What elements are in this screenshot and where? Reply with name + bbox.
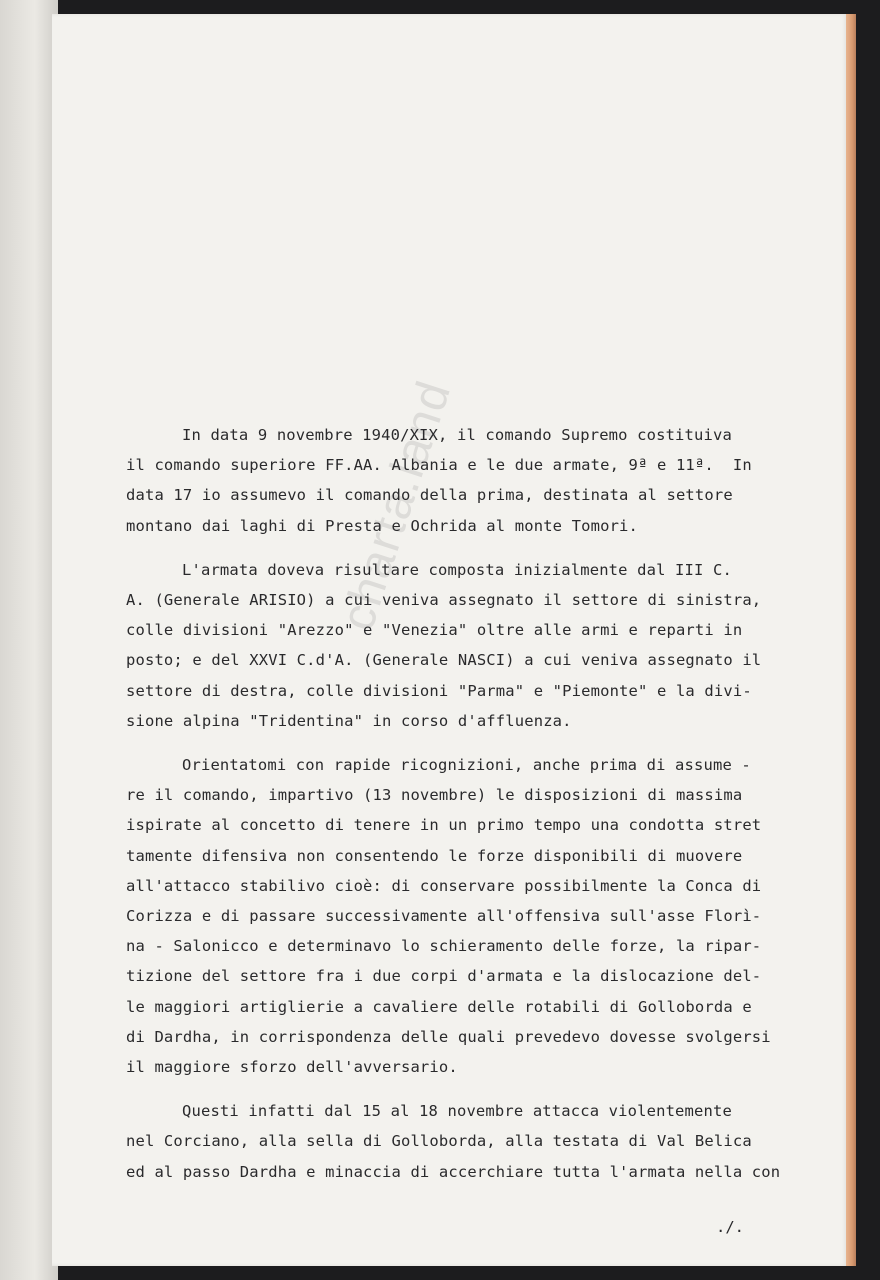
text-line: di Dardha, in corrispondenza delle quali prevedevo dovesse svolgersi xyxy=(126,1027,771,1046)
text-line: all'attacco stabilivo cioè: di conservare possibilmente la Conca di xyxy=(126,876,762,895)
paragraph xyxy=(126,1096,786,1187)
page-stack-edge xyxy=(846,14,856,1266)
text-line: il comando superiore FF.AA. Albania e le due armate, 9ª e 11ª. In xyxy=(126,456,752,475)
previous-page-edge xyxy=(0,0,58,1280)
paragraph xyxy=(126,555,786,736)
text-line: data 17 io assumevo il comando della prima, destinata al settore xyxy=(126,486,733,505)
text-line: colle divisioni "Arezzo" e "Venezia" oltre alle armi e reparti in xyxy=(126,621,743,640)
text-line: re il comando, impartivo (13 novembre) le disposizioni di massima xyxy=(126,786,743,805)
text-line: L'armata doveva risultare composta inizialmente dal III C. xyxy=(182,560,732,579)
text-line: ispirate al concetto di tenere in un primo tempo una condotta stret xyxy=(126,816,762,835)
watermark: charta.land xyxy=(330,373,462,637)
text-line: tamente difensiva non consentendo le forze disponibili di muovere xyxy=(126,846,743,865)
text-line: nel Corciano, alla sella di Golloborda, alla testata di Val Belica xyxy=(126,1132,752,1151)
text-line: posto; e del XXVI C.d'A. (Generale NASCI) a cui veniva assegnato il xyxy=(126,651,762,670)
text-line: na - Salonicco e determinavo lo schieramento delle forze, la ripar- xyxy=(126,937,762,956)
text-line: il maggiore sforzo dell'avversario. xyxy=(126,1058,458,1077)
text-line: A. (Generale ARISIO) a cui veniva assegnato il settore di sinistra, xyxy=(126,591,762,610)
text-line: Questi infatti dal 15 al 18 novembre attacca violentemente xyxy=(182,1102,732,1121)
document-body xyxy=(126,420,786,1201)
paragraph xyxy=(126,750,786,1082)
text-line: Corizza e di passare successivamente all'offensiva sull'asse Florì- xyxy=(126,907,762,926)
text-line: tizione del settore fra i due corpi d'armata e la dislocazione del- xyxy=(126,967,762,986)
paragraph xyxy=(126,420,786,541)
text-line: sione alpina "Tridentina" in corso d'affluenza. xyxy=(126,711,572,730)
text-line: Orientatomi con rapide ricognizioni, anche prima di assume - xyxy=(182,756,751,775)
text-line: montano dai laghi di Presta e Ochrida al monte Tomori. xyxy=(126,516,639,535)
text-line: In data 9 novembre 1940/XIX, il comando Supremo costituiva xyxy=(182,426,732,444)
continuation-mark: ./. xyxy=(716,1218,744,1236)
text-line: le maggiori artiglierie a cavaliere delle rotabili di Golloborda e xyxy=(126,997,752,1016)
text-line: ed al passo Dardha e minaccia di accerchiare tutta l'armata nella con xyxy=(126,1162,781,1181)
text-line: settore di destra, colle divisioni "Parma" e "Piemonte" e la divi- xyxy=(126,681,752,700)
